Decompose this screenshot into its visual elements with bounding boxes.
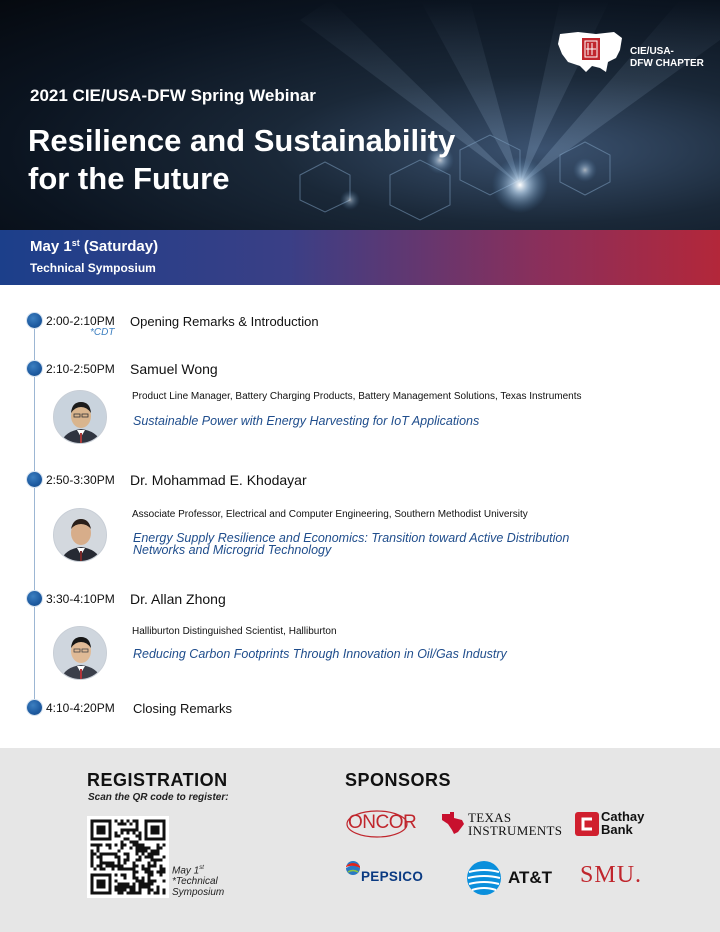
oncor-text: ONCOR — [348, 812, 417, 833]
cathay-line-1: Cathay — [601, 809, 645, 824]
registration-instruction: Scan the QR code to register: — [88, 792, 229, 803]
talk-title: Reducing Carbon Footprints Through Innovation in Oil/Gas Industry — [133, 647, 507, 661]
date-main: May 1 — [30, 238, 72, 255]
caption-line-2: *Technical — [172, 876, 218, 888]
agenda-title: Opening Remarks & Introduction — [130, 314, 319, 329]
usa-map-seal-icon — [556, 28, 626, 80]
cathay-icon — [575, 812, 599, 836]
caption-line-3: Symposium — [172, 887, 225, 899]
agenda-title: Closing Remarks — [133, 701, 232, 716]
speaker-photo — [53, 508, 107, 562]
timezone-note: *CDT — [90, 327, 115, 338]
speaker-photo — [53, 626, 107, 680]
talk-title — [133, 532, 693, 556]
time-slot: 3:30-4:10PM — [46, 592, 115, 606]
time-slot: 2:10-2:50PM — [46, 362, 115, 376]
timeline-dot-icon — [27, 472, 42, 487]
footer — [0, 748, 720, 932]
registration-heading: REGISTRATION — [87, 770, 228, 790]
page-title — [28, 122, 455, 198]
pepsico-text: PEPSICO — [361, 869, 424, 884]
timeline-dot-icon — [27, 591, 42, 606]
smu-logo: SMU. — [580, 862, 643, 888]
time-slot: 2:50-3:30PM — [46, 473, 115, 487]
timeline-dot-icon — [27, 700, 42, 715]
pepsico-globe-icon — [345, 860, 361, 876]
speaker-photo — [53, 390, 107, 444]
webinar-subtitle: 2021 CIE/USA-DFW Spring Webinar — [30, 86, 316, 105]
caption-suffix: st — [199, 865, 204, 871]
speaker-name: Dr. Allan Zhong — [130, 591, 226, 607]
att-logo — [466, 860, 556, 896]
event-date — [30, 238, 158, 255]
oncor-logo — [348, 812, 416, 834]
title-line-2: for the Future — [28, 161, 230, 196]
qr-caption — [172, 863, 224, 898]
timeline-line — [34, 320, 35, 708]
time-slot: 4:10-4:20PM — [46, 701, 115, 715]
speaker-affiliation: Halliburton Distinguished Scientist, Halliburton — [132, 626, 337, 637]
chapter-label — [630, 46, 704, 70]
qr-code-icon[interactable] — [87, 816, 169, 898]
speaker-name: Dr. Mohammad E. Khodayar — [130, 472, 307, 488]
title-line-1: Resilience and Sustainability — [28, 123, 456, 158]
pepsico-logo — [345, 860, 440, 890]
talk-title: Sustainable Power with Energy Harvesting for IoT Applications — [133, 414, 480, 428]
event-name: Technical Symposium — [30, 261, 156, 275]
speaker-affiliation: Associate Professor, Electrical and Computer Engineering, Southern Methodist University — [132, 509, 528, 520]
ti-line-2: INSTRUMENTS — [468, 823, 563, 838]
speaker-affiliation: Product Line Manager, Battery Charging Products, Battery Management Solutions, Texas Instruments — [132, 391, 582, 402]
texas-state-icon — [440, 810, 466, 836]
talk-title-line-2: Networks and Microgrid Technology — [133, 543, 332, 557]
date-day: (Saturday) — [79, 238, 159, 255]
time-slot: 2:00-2:10PM — [46, 314, 115, 328]
timeline-dot-icon — [27, 313, 42, 328]
caption-date: May 1 — [172, 865, 200, 877]
ti-text — [468, 811, 562, 837]
talk-title-line-1: Energy Supply Resilience and Economics: Transition toward Active Distribution — [133, 531, 570, 545]
cathay-line-2: Bank — [601, 822, 633, 837]
ti-line-1: TEXAS — [468, 810, 512, 825]
cathay-bank-logo — [575, 808, 665, 838]
timeline-dot-icon — [27, 361, 42, 376]
chapter-line-1: CIE/USA- — [630, 46, 674, 57]
sponsors-heading: SPONSORS — [345, 770, 452, 790]
header-banner — [0, 0, 720, 230]
cathay-text — [601, 810, 644, 836]
att-globe-icon — [466, 860, 502, 896]
chapter-line-2: DFW CHAPTER — [630, 58, 704, 69]
att-text: AT&T — [508, 868, 553, 887]
texas-instruments-logo — [440, 808, 563, 838]
date-band — [0, 230, 720, 285]
date-suffix: st — [71, 238, 80, 248]
speaker-name: Samuel Wong — [130, 361, 218, 377]
